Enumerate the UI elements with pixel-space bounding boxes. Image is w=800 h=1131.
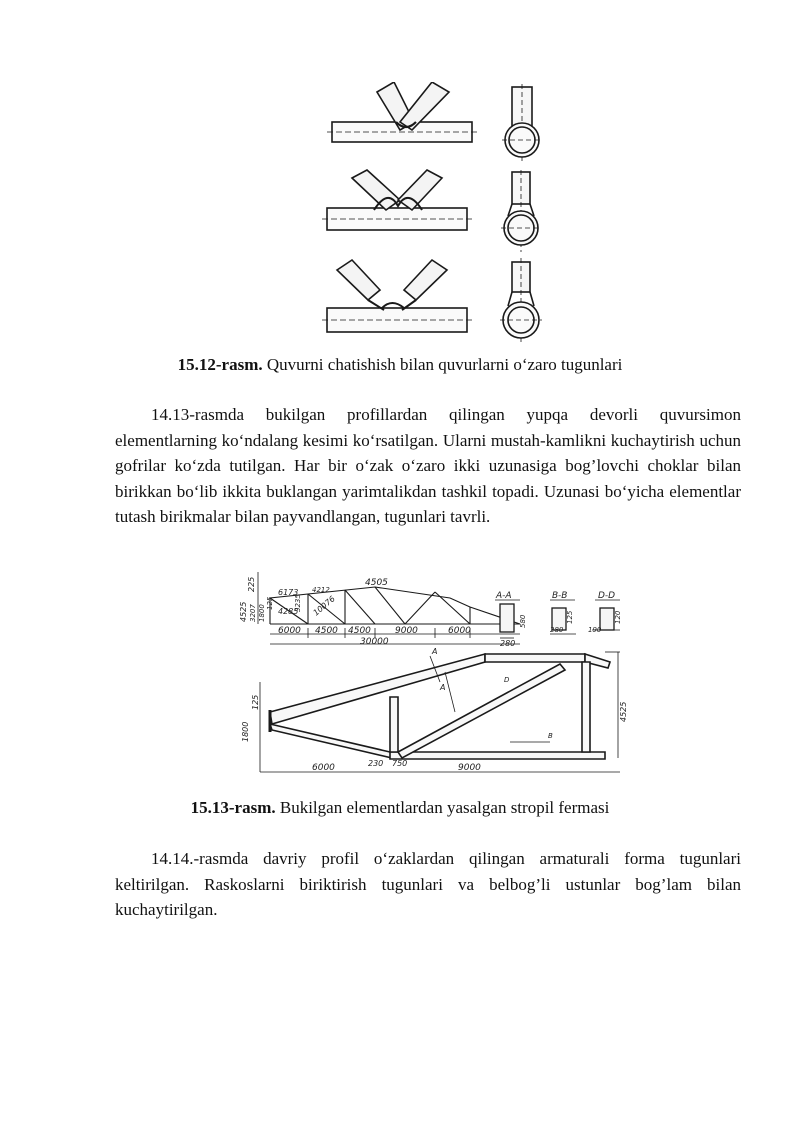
dim-280-b: 280	[550, 626, 564, 634]
roof-truss-figure	[230, 562, 630, 782]
dim-4505: 4505	[365, 578, 388, 588]
dim-4525-a: 4525	[239, 601, 248, 622]
dim-4525-b: 4525	[619, 701, 628, 722]
dim-120: 120	[614, 610, 622, 624]
dim-1800-b: 1800	[241, 721, 250, 742]
dim-580: 580	[519, 614, 527, 628]
dim-190: 190	[588, 626, 602, 634]
section-a	[495, 600, 520, 638]
dim-125-c: 125	[251, 694, 260, 710]
dim-1800-a: 1800	[258, 604, 266, 622]
truss-elevation	[270, 654, 610, 759]
dim-280-a: 280	[500, 639, 516, 648]
label-d: D	[504, 676, 510, 684]
dim-125-b: 125	[566, 610, 574, 624]
figure-1-title: Quvurni chatishish bilan quvurlarni o‘zaro tugunlari	[266, 355, 623, 374]
figure-1-number: 15.12-rasm.	[177, 355, 263, 374]
dim-6000-b: 6000	[448, 626, 471, 636]
paragraph-1: 14.13-rasmda bukilgan profillardan qilingan yupqa devorli quvursimon elementlarning ko‘ndalang kesimi ko‘rsatilgan. Ularni mustah-kamlikni kuchaytirish uchun gofrilar ko‘zda tutilgan. Har bir o‘zak o‘zaro ikki uzunasiga bog’lovchi choklar bilan birikkan bo‘lib ikkita buklangan yarimtalikdan tashkil topadi. Uzunasi bo‘yicha elementlar tutash birikmalar bilan payvandlangan, tugunlari tavrli.	[115, 405, 741, 526]
label-a-top: A	[432, 647, 438, 656]
dim-125-a: 125	[266, 596, 274, 610]
joint-row-3	[322, 258, 542, 342]
joint-row-1	[327, 82, 542, 162]
figure-2-title: Bukilgan elementlardan yasalgan stropil fermasi	[279, 798, 610, 817]
figure-2-caption	[0, 797, 800, 819]
section-a-label: A-A	[496, 591, 512, 601]
dim-9000-b: 9000	[458, 763, 481, 773]
dim-10076: 10076	[311, 594, 337, 618]
label-a-bottom: A	[440, 683, 446, 692]
dim-4285: 4285	[278, 607, 299, 616]
paragraph-2: 14.14.-rasmda davriy profil o‘zaklardan qilingan armaturali forma tugunlari keltirilgan. Raskoslarni biriktirish tugunlari va belbog’li ustunlar bog’lam bilan kuchaytirilgan.	[115, 849, 741, 919]
dim-4212: 4212	[312, 586, 330, 594]
dim-225: 225	[247, 576, 256, 592]
dim-9000-a: 9000	[395, 626, 418, 636]
dim-30000: 30000	[360, 637, 389, 647]
dim-3207: 3207	[249, 604, 257, 622]
dim-6173: 6173	[278, 588, 299, 597]
figure-1-caption	[0, 354, 800, 376]
dim-6000-c: 6000	[312, 763, 335, 773]
dim-6000-a: 6000	[278, 626, 301, 636]
pipe-joints-figure	[322, 82, 552, 344]
dim-750: 750	[392, 759, 408, 768]
dim-4500-a: 4500	[315, 626, 338, 636]
dim-3235: 3235	[294, 594, 302, 612]
dim-230: 230	[368, 759, 384, 768]
section-d-label: D-D	[598, 591, 616, 601]
dim-4500-b: 4500	[348, 626, 371, 636]
joint-row-2	[322, 170, 541, 252]
label-b: B	[548, 732, 553, 740]
figure-2-number: 15.13-rasm.	[190, 798, 276, 817]
section-b-label: B-B	[552, 591, 568, 601]
